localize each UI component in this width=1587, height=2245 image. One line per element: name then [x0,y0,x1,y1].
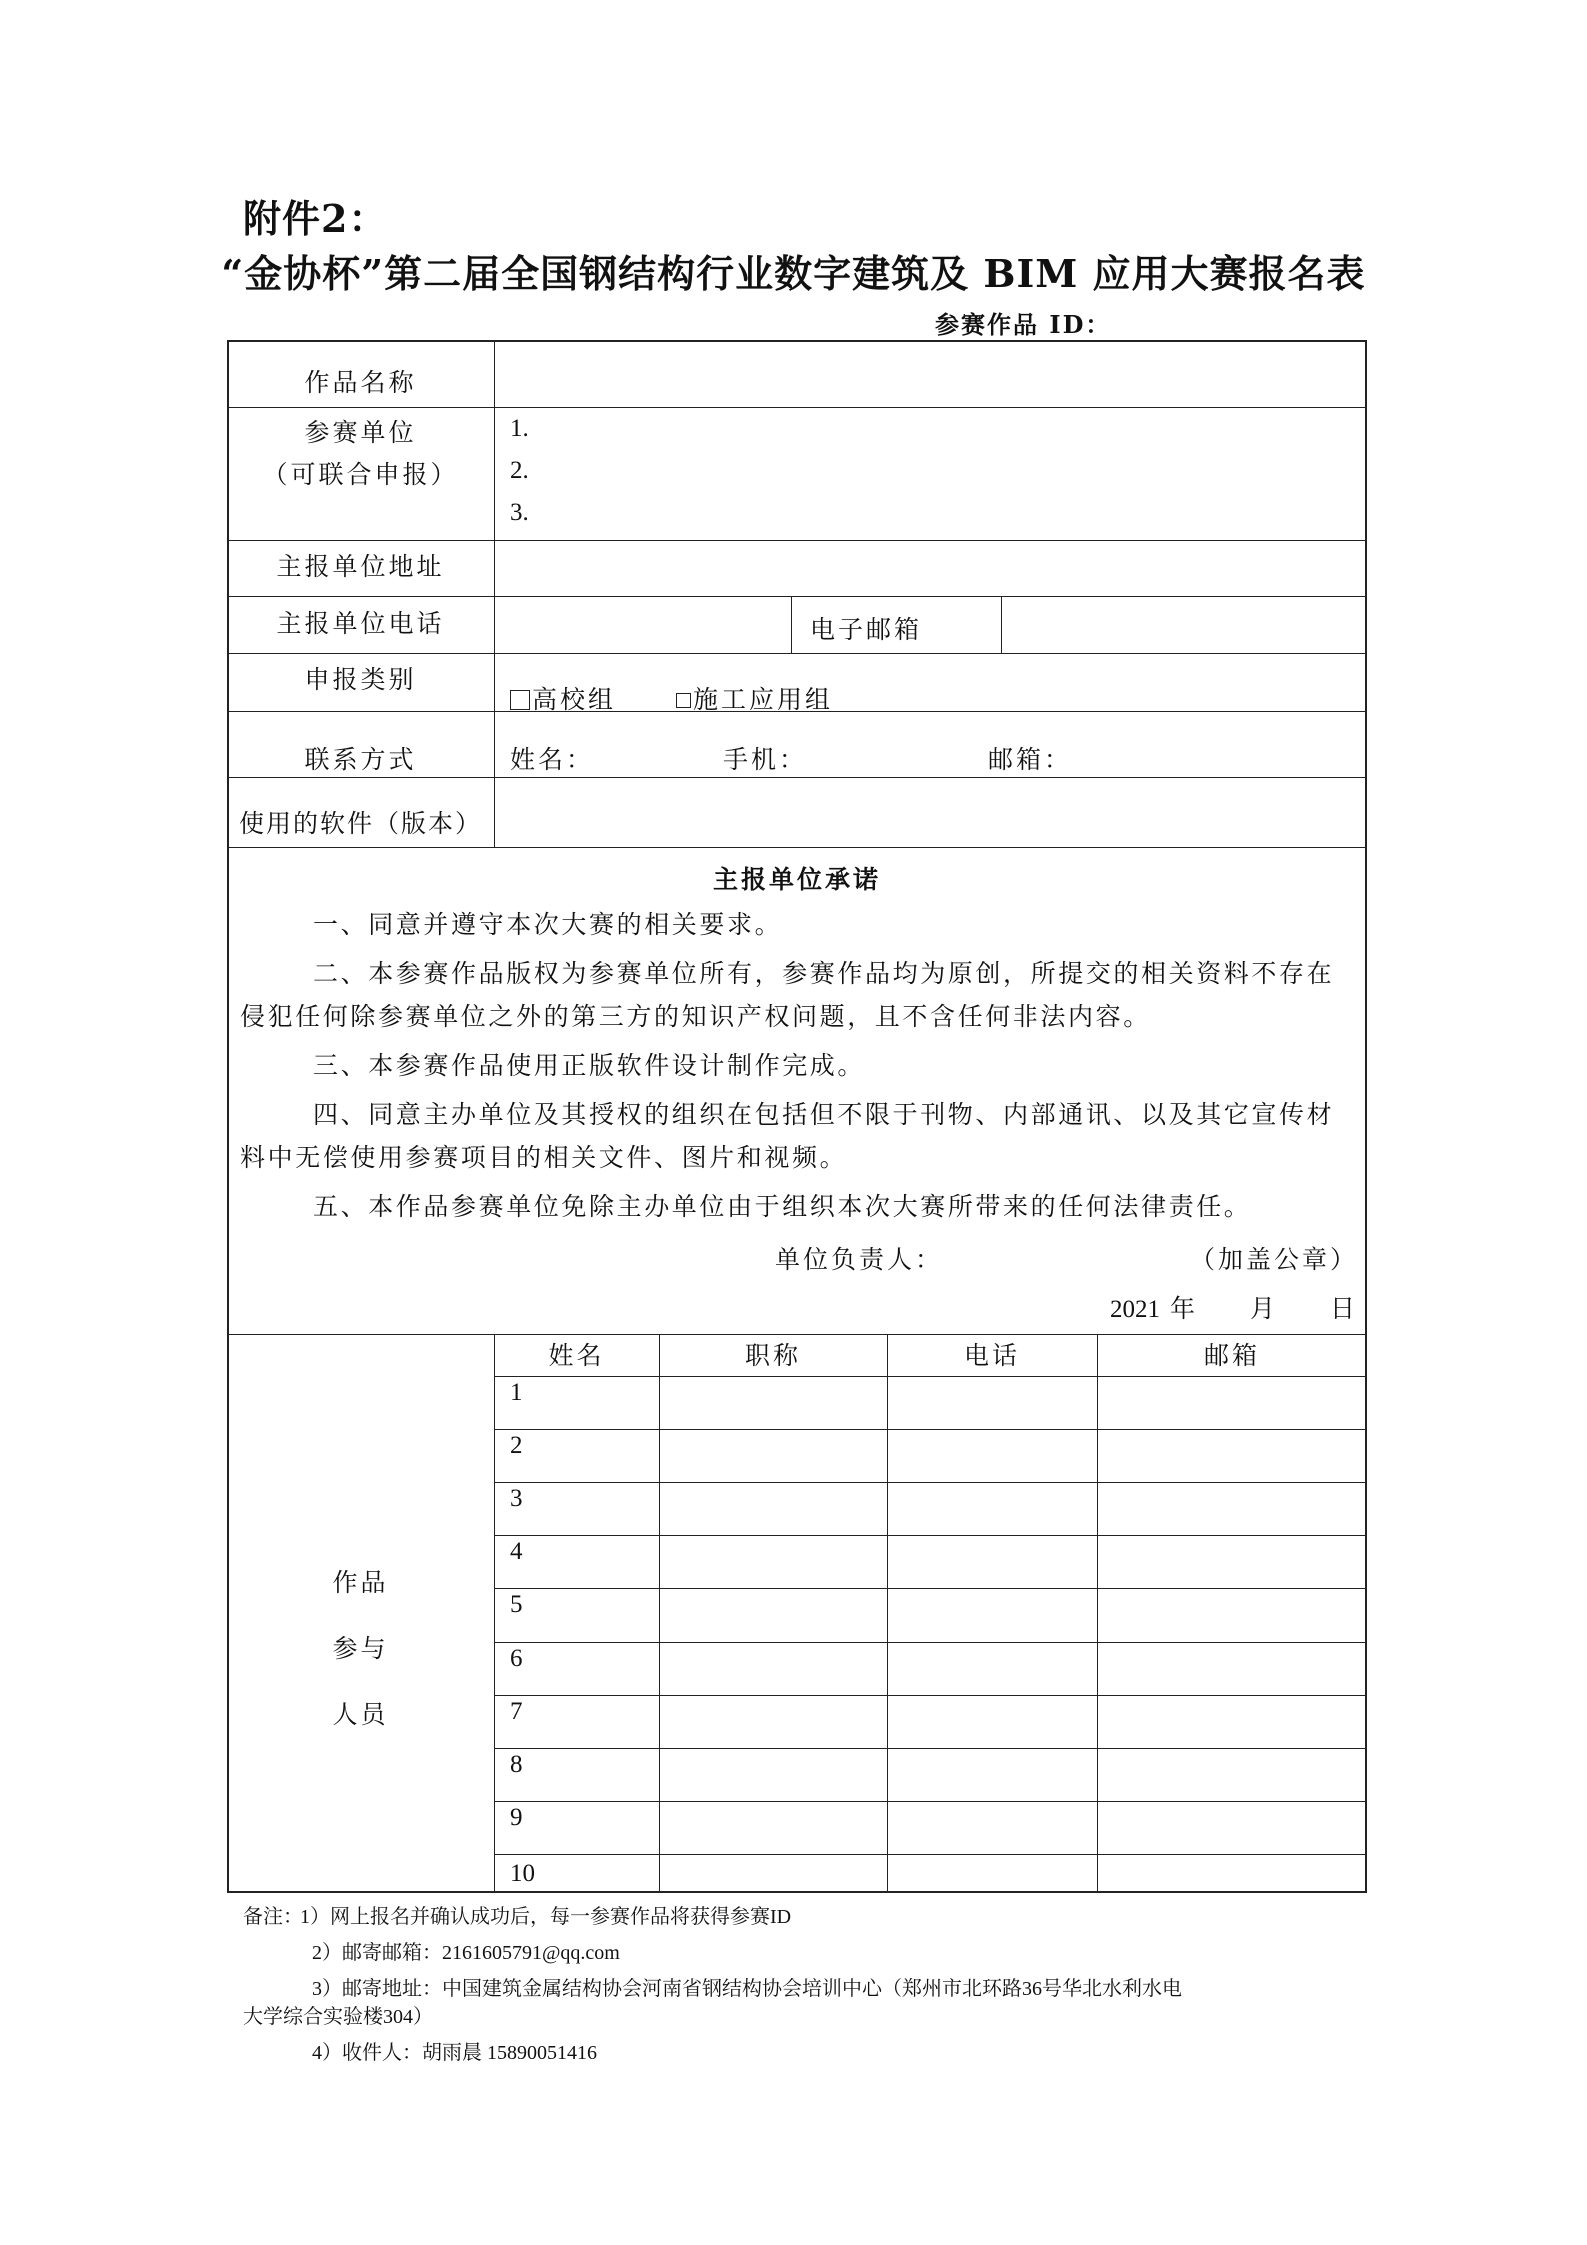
grid-row-divider [494,1695,1367,1696]
checkbox-icon[interactable] [510,690,530,710]
table-row: 6 [510,1645,523,1672]
address-label: 主报单位地址 [276,552,445,581]
participants-side-label: 人员 [332,1700,389,1729]
date-line: 2021 年 月 日 [1110,1294,1359,1323]
work-name-label: 作品名称 [304,368,417,397]
grid-divider [887,1334,888,1893]
grid-row-divider [494,1642,1367,1643]
grid-divider [1097,1334,1098,1893]
unit-sub-label: （可联合申报） [262,460,459,489]
phone-field[interactable] [496,598,790,652]
pledge-item: 二、本参赛作品版权为参赛单位所有，参赛作品均为原创，所提交的相关资料不存在 [313,959,1335,988]
contact-name-label: 姓名： [510,745,595,774]
row-divider [227,653,1367,654]
participants-side-label: 作品 [332,1568,389,1597]
address-field[interactable] [496,542,1365,595]
work-name-field[interactable] [496,342,1365,406]
note-item: 2）邮寄邮箱：2161605791@qq.com [312,1942,620,1964]
table-row: 1 [510,1379,523,1406]
table-row: 2 [510,1432,523,1459]
label-column-divider [494,340,495,847]
pledge-item: 料中无偿使用参赛项目的相关文件、图片和视频。 [240,1143,848,1172]
contact-mobile-label: 手机： [723,745,808,774]
grid-row-divider [494,1376,1367,1377]
grid-row-divider [494,1854,1367,1855]
category-label: 申报类别 [304,665,417,694]
software-field[interactable] [496,779,1365,846]
row-divider [227,407,1367,408]
note-item: 大学综合实验楼304） [243,2006,433,2028]
pledge-item: 三、本参赛作品使用正版软件设计制作完成。 [313,1051,866,1080]
grid-row-divider [494,1535,1367,1536]
checkbox-icon[interactable] [676,693,691,708]
notes-prefix: 备注： [243,1906,303,1928]
row-divider [227,596,1367,597]
participants-side-label: 参与 [332,1634,389,1663]
column-header-email: 邮箱 [1203,1341,1260,1370]
grid-row-divider [494,1429,1367,1430]
table-row: 3 [510,1485,523,1512]
software-label: 使用的软件（版本） [238,809,482,838]
table-row: 8 [510,1751,523,1778]
grid-row-divider [494,1588,1367,1589]
grid-row-divider [494,1482,1367,1483]
row-divider [227,540,1367,541]
pledge-item: 四、同意主办单位及其授权的组织在包括但不限于刊物、内部通讯、以及其它宣传材 [313,1100,1335,1129]
table-row: 5 [510,1591,523,1618]
row-divider [227,1334,1367,1335]
contact-email-label: 邮箱： [988,745,1073,774]
email-label: 电子邮箱 [810,615,923,644]
grid-row-divider [494,1801,1367,1802]
pledge-item: 一、同意并遵守本次大赛的相关要求。 [313,910,783,939]
pledge-item: 五、本作品参赛单位免除主办单位由于组织本次大赛所带来的任何法律责任。 [313,1192,1252,1221]
grid-row-divider [494,1748,1367,1749]
unit-item[interactable]: 1. [510,415,529,442]
pledge-item: 侵犯任何除参赛单位之外的第三方的知识产权问题，且不含任何非法内容。 [240,1002,1151,1031]
form-title: “金协杯”第二届全国钢结构行业数字建筑及 BIM 应用大赛报名表 [221,251,1366,296]
responsible-label: 单位负责人： [775,1245,944,1274]
column-header-phone: 电话 [963,1341,1020,1370]
unit-item[interactable]: 3. [510,499,529,526]
email-field[interactable] [1003,598,1365,652]
column-header-title: 职称 [744,1341,801,1370]
category-option-construction[interactable]: 施工应用组 [676,680,833,716]
table-row: 10 [510,1860,535,1887]
attachment-label: 附件2： [243,196,388,241]
row-divider [227,777,1367,778]
entry-id-label: 参赛作品 ID： [935,310,1112,339]
unit-item[interactable]: 2. [510,457,529,484]
table-row: 9 [510,1804,523,1831]
cell-divider [791,596,792,653]
category-option-university[interactable]: 高校组 [510,680,616,716]
table-row: 7 [510,1698,523,1725]
seal-label: （加盖公章） [1190,1245,1359,1274]
contact-label: 联系方式 [304,745,417,774]
pledge-heading: 主报单位承诺 [712,865,881,894]
note-item: 4）收件人：胡雨晨 15890051416 [312,2042,597,2064]
cell-divider [1001,596,1002,653]
grid-divider [659,1334,660,1893]
table-row: 4 [510,1538,523,1565]
row-divider [227,847,1367,848]
grid-divider [494,1334,495,1893]
note-item: 1）网上报名并确认成功后，每一参赛作品将获得参赛ID [300,1906,792,1928]
unit-label: 参赛单位 [304,418,417,447]
phone-label: 主报单位电话 [276,609,445,638]
column-header-name: 姓名 [548,1341,605,1370]
note-item: 3）邮寄地址：中国建筑金属结构协会河南省钢结构协会培训中心（郑州市北环路36号华北水利水电 [312,1978,1182,2000]
